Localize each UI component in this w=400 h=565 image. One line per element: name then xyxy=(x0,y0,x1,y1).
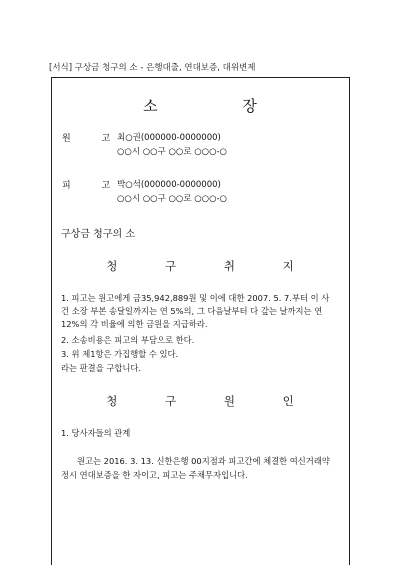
defendant-role: 피 고 xyxy=(62,181,125,191)
claim-purpose-line: 3. 위 제1항은 가집행할 수 있다. xyxy=(61,349,179,359)
claim-purpose-line: 라는 판결을 구합니다. xyxy=(61,363,142,373)
plaintiff-name: 최○권(000000-0000000) xyxy=(117,133,221,143)
document-title: 소 장 xyxy=(143,97,297,115)
claim-purpose-line: 1. 피고는 원고에게 금35,942,889원 및 이에 대한 2007. 5. 7.부터 이 사 xyxy=(61,293,330,303)
form-label: [서식] 구상금 청구의 소 - 은행대출, 연대보증, 대위변제 xyxy=(49,63,256,73)
case-name: 구상금 청구의 소 xyxy=(61,229,135,240)
defendant-address: ○○시 ○○구 ○○로 ○○○-○ xyxy=(117,194,227,204)
claim-purpose-line: 2. 소송비용은 피고의 부담으로 한다. xyxy=(61,335,195,345)
claim-purpose-line: 12%의 각 비율에 의한 금원을 지급하라. xyxy=(61,319,208,329)
plaintiff-role: 원 고 xyxy=(62,134,125,144)
claim-purpose-heading: 청 구 취 지 xyxy=(106,259,316,273)
plaintiff-address: ○○시 ○○구 ○○로 ○○○-○ xyxy=(117,147,227,157)
claim-cause-heading: 청 구 원 인 xyxy=(106,394,316,408)
claim-cause-line: 정시 연대보증을 한 자이고, 피고는 주채무자입니다. xyxy=(61,470,248,480)
claim-cause-subheading: 1. 당사자들의 관계 xyxy=(61,428,131,438)
defendant-name: 박○석(000000-0000000) xyxy=(117,180,221,190)
claim-cause-line: 원고는 2016. 3. 13. 신한은행 00지점과 피고간에 체결한 여신거래약 xyxy=(77,456,330,466)
claim-purpose-line: 건 소장 부본 송달일까지는 연 5%의, 그 다음날부터 다 갚는 날까지는 연 xyxy=(61,306,323,316)
